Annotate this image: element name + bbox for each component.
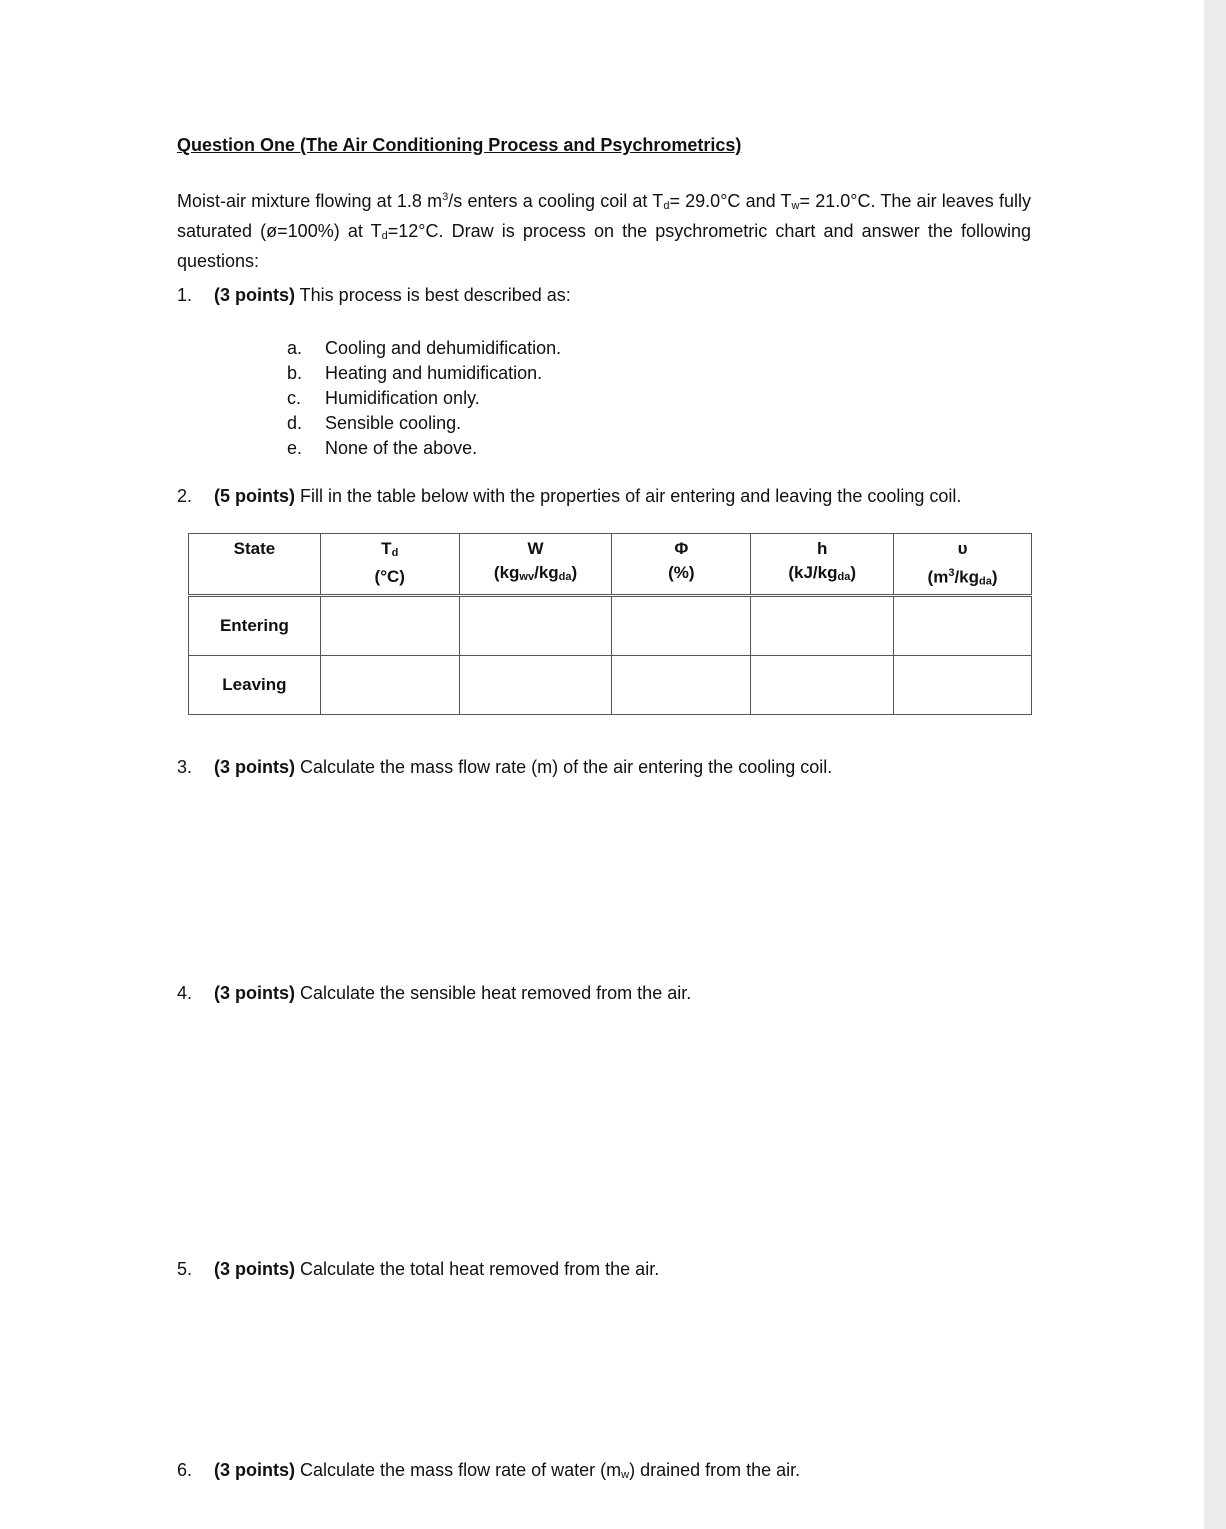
- header-td: $T_d$ (°C): [320, 534, 459, 596]
- document-page: Question One (The Air Conditioning Process and Psychrometrics) Moist-air mixture flowing at 1.8 $m^3/s$ enters a cooling coil at $T_d= 29.0^\circ C$ and $T_w= 21.0^\circ C$. The air leaves fully saturated (ø=100%) at $T_d=12^\circ C$. Draw is process on the psychrometric chart and answer the following questions: 1. (3 points) This process is best described as: a. Cooling and dehumidification. b. Heating and humidification. c. Humidification only. d. Sensible cooling. e. None of the above. 2. (5 points) Fill in the table below with the properties of air entering and leaving the cooling coil. State $T_d$ (°C) W $(kg_{wv}/kg_{da})$ Φ (%) h $(kJ/kg_{da})$ υ $(m^3/kg_{da})$ Entering Leaving 3. (3 points) Calculate the mass flow rate (m) of the air entering the cooling coil. 4. (3 points) Calculate the sensible heat removed from the air. 5. (3 points) Calculate the total heat removed from the air. 6. (3 points) Calculate the mass flow rate of water $(m_w)$ drained from the air.: [177, 135, 1032, 1481]
- cell-leaving-w[interactable]: [459, 655, 612, 714]
- cell-entering-v[interactable]: [894, 595, 1032, 655]
- question-title: Question One (The Air Conditioning Process and Psychrometrics): [177, 135, 742, 155]
- row-label-entering: Entering: [189, 595, 321, 655]
- table-header-row: [189, 534, 1032, 596]
- cell-leaving-h[interactable]: [751, 655, 894, 714]
- cell-entering-td[interactable]: [320, 595, 459, 655]
- table-row: [189, 595, 1032, 655]
- cell-leaving-phi[interactable]: [612, 655, 751, 714]
- properties-table: [188, 533, 1032, 715]
- cell-entering-w[interactable]: [459, 595, 612, 655]
- header-state: State: [189, 534, 321, 596]
- page-margin-bar: [1204, 0, 1226, 1529]
- cell-leaving-v[interactable]: [894, 655, 1032, 714]
- header-w: W $(kg_{wv}/kg_{da})$: [459, 534, 612, 596]
- cell-entering-phi[interactable]: [612, 595, 751, 655]
- header-v: υ $(m^3/kg_{da})$: [894, 534, 1032, 596]
- row-label-leaving: Leaving: [189, 655, 321, 714]
- cell-entering-h[interactable]: [751, 595, 894, 655]
- header-h: h $(kJ/kg_{da})$: [751, 534, 894, 596]
- header-phi: Φ (%): [612, 534, 751, 596]
- intro-paragraph: Moist-air mixture flowing at 1.8 $m^3/s$ enters a cooling coil at $T_d= 29.0^\circ C$ and $T_w= 21.0^\circ C$. The air leaves fully saturated (ø=100%) at $T_d=12^\circ C$. Draw is process on the psychrometric chart and answer the following questions:: [177, 191, 1032, 271]
- cell-leaving-td[interactable]: [320, 655, 459, 714]
- table-row: [189, 655, 1032, 714]
